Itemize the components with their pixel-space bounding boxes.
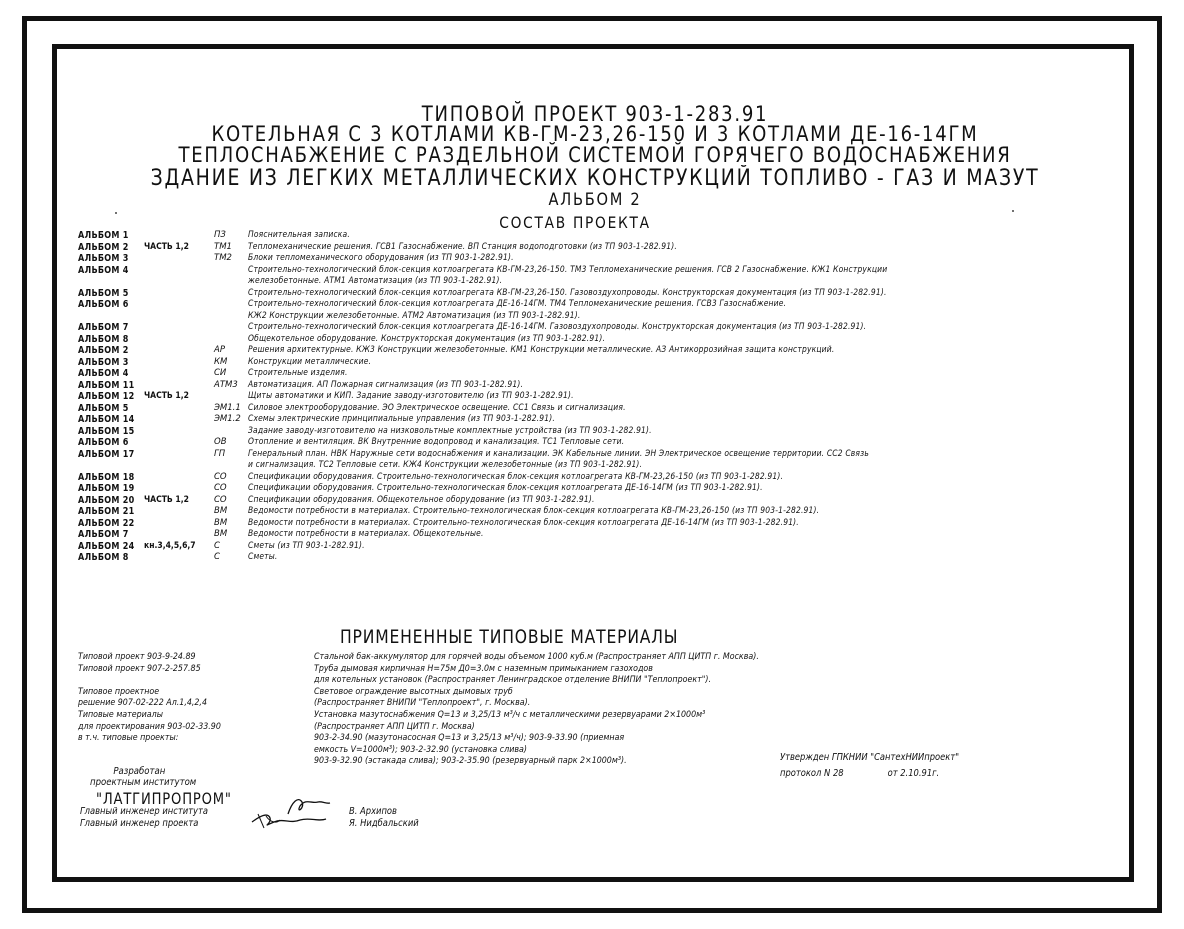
album-description: Решения архитектурные. КЖ3 Конструкции железобетонные. КМ1 Конструкции металлические. АЗ Антикоррозийная защита конструкций. <box>248 345 835 355</box>
project-title: ТИПОВОЙ ПРОЕКТ 903-1-283.91 <box>421 102 769 126</box>
section-code: АР <box>214 345 225 355</box>
album-number: АЛЬБОМ 3 <box>78 356 129 368</box>
album-description: КЖ2 Конструкции железобетонные. АТМ2 Автоматизация (из ТП 903-1-282.91). <box>248 310 581 321</box>
album-description: Спецификации оборудования. Строительно-технологическая блок-секция котлоагрегата КВ-ГМ-23,26-150 (из ТП 903-1-282.91). <box>248 471 784 482</box>
album-number: АЛЬБОМ 11 <box>78 379 135 391</box>
album-number: АЛЬБОМ 5 <box>78 402 129 414</box>
materials-right-column <box>314 652 759 768</box>
section-code: ТМ2 <box>214 253 232 263</box>
section-code: ВМ <box>214 529 228 539</box>
album-number: АЛЬБОМ 3 <box>78 253 129 264</box>
album-number: АЛЬБОМ 18 <box>78 471 135 483</box>
materials-title: ПРИМЕНЕННЫЕ ТИПОВЫЕ МАТЕРИАЛЫ <box>340 626 679 648</box>
album-part: ЧАСТЬ 1,2 <box>144 391 189 401</box>
section-code: ВМ <box>214 506 228 516</box>
album-row <box>78 552 1128 564</box>
material-line: Труба дымовая кирпичная Н=75м Д0=3.0м с наземным примыканием газоходов <box>314 663 653 674</box>
album-row <box>78 299 1128 311</box>
album-number: АЛЬБОМ 6 <box>78 299 129 310</box>
album-number: АЛЬБОМ 8 <box>78 552 129 563</box>
building-title: ЗДАНИЕ ИЗ ЛЕГКИХ МЕТАЛЛИЧЕСКИХ КОНСТРУКЦИЙ ТОПЛИВО - ГАЗ И МАЗУТ <box>150 166 1040 191</box>
album-row <box>78 288 1128 300</box>
approval-block <box>780 750 959 782</box>
chief-institute-label: Главный инженер института <box>80 806 208 817</box>
material-line: 903-2-34.90 (мазутонасосная Q=13 и 3,25/13 м³/ч); 903-9-33.90 (приемная <box>314 733 625 744</box>
approval-line: Утвержден ГПКНИИ "СантехНИИпроект" <box>780 752 960 763</box>
album-row <box>78 242 1128 254</box>
album-row <box>78 265 1128 277</box>
section-code: АТМ3 <box>214 379 238 390</box>
section-code: ВМ <box>214 517 228 528</box>
album-description: Пояснительная записка. <box>248 230 350 240</box>
album-row <box>78 230 1128 242</box>
material-line: емкость V=1000м³); 903-2-32.90 (установка слива) <box>314 744 527 755</box>
album-description: Спецификации оборудования. Общекотельное оборудование (из ТП 903-1-282.91). <box>248 494 595 505</box>
album-part: кн.3,4,5,6,7 <box>144 540 196 551</box>
album-row <box>78 276 1128 288</box>
material-line: Типовой проект 903-9-24.89 <box>78 652 196 662</box>
album-row <box>78 541 1128 553</box>
album-description: Схемы электрические принципиальные управления (из ТП 903-1-282.91). <box>248 414 555 424</box>
album-row <box>78 460 1128 472</box>
album-row <box>78 449 1128 461</box>
album-number: АЛЬБОМ 2 <box>78 345 129 356</box>
album-description: Силовое электрооборудование. ЭО Электрическое освещение. СС1 Связь и сигнализация. <box>248 402 626 413</box>
section-code: КМ <box>214 356 228 367</box>
material-line: Типовой проект 907-2-257.85 <box>78 663 201 674</box>
album-row <box>78 391 1128 403</box>
album-row <box>78 311 1128 323</box>
album-description: Сметы. <box>248 552 278 562</box>
album-row <box>78 483 1128 495</box>
material-line: Стальной бак-аккумулятор для горячей воды объемом 1000 куб.м (Распространяет АПП ЦИТП г. Москва). <box>314 652 759 662</box>
section-code: С <box>214 552 220 562</box>
album-description: Строительно-технологический блок-секция котлоагрегата ДЕ-16-14ГМ. Газовоздухопроводы. Конструкторская документация (из ТП 903-1-282.91). <box>248 322 867 332</box>
album-description: Строительные изделия. <box>248 368 348 378</box>
section-code: ТМ1 <box>214 241 232 252</box>
section-code: СО <box>214 494 227 505</box>
material-line: (Распространяет ВНИПИ "Теплопроект", г. Москва). <box>314 698 531 709</box>
album-description: Автоматизация. АП Пожарная сигнализация (из ТП 903-1-282.91). <box>248 379 524 390</box>
material-line: 903-9-32.90 (эстакада слива); 903-2-35.90 (резервуарный парк 2×1000м³). <box>314 756 627 767</box>
album-title: АЛЬБОМ 2 <box>548 190 642 210</box>
boiler-title: КОТЕЛЬНАЯ С 3 КОТЛАМИ КВ-ГМ-23,26-150 И 3 КОТЛАМИ ДЕ-16-14ГМ <box>211 122 979 146</box>
album-row <box>78 403 1128 415</box>
album-description: железобетонные. АТМ1 Автоматизация (из ТП 903-1-282.91). <box>248 276 503 286</box>
album-row <box>78 518 1128 530</box>
album-row <box>78 529 1128 541</box>
album-description: Строительно-технологический блок-секция котлоагрегата КВ-ГМ-23,26-150. Газовоздухопроводы. Конструкторская документация (из ТП 903-1-282.91). <box>248 287 887 298</box>
album-number: АЛЬБОМ 6 <box>78 437 129 448</box>
engineer-names <box>349 806 419 830</box>
album-number: АЛЬБОМ 5 <box>78 287 129 299</box>
album-row <box>78 495 1128 507</box>
album-row <box>78 368 1128 380</box>
signature-image <box>240 792 340 832</box>
material-line: решение 907-02-222 Ал.1,4,2,4 <box>78 698 207 709</box>
section-code: СИ <box>214 368 227 378</box>
album-row <box>78 506 1128 518</box>
album-row <box>78 253 1128 265</box>
album-number: АЛЬБОМ 1 <box>78 230 129 241</box>
developer-block <box>90 766 196 788</box>
album-row <box>78 437 1128 449</box>
album-description: Спецификации оборудования. Строительно-технологическая блок-секция котлоагрегата ДЕ-16-14ГМ (из ТП 903-1-282.91). <box>248 483 763 493</box>
section-code: ПЗ <box>214 230 226 240</box>
album-description: Конструкции металлические. <box>248 356 372 367</box>
album-description: Строительно-технологический блок-секция котлоагрегата ДЕ-16-14ГМ. ТМ4 Тепломеханические решения. ГСВ3 Газоснабжение. <box>248 299 787 309</box>
album-description: и сигнализация. ТС2 Тепловые сети. КЖ4 Конструкции железобетонные (из ТП 903-1-282.91). <box>248 460 643 470</box>
album-number: АЛЬБОМ 12 <box>78 391 135 402</box>
approval-date: от 2.10.91г. <box>887 768 940 779</box>
album-description: Блоки тепломеханического оборудования (из ТП 903-1-282.91). <box>248 253 514 263</box>
album-description: Ведомости потребности в материалах. Общекотельные. <box>248 529 484 539</box>
section-code: С <box>214 540 220 551</box>
material-line: в т.ч. типовые проекты: <box>78 733 179 744</box>
album-description: Задание заводу-изготовителю на низковольтные комплектные устройства (из ТП 903-1-282.91). <box>248 425 652 436</box>
album-description: Ведомости потребности в материалах. Строительно-технологическая блок-секция котлоагрегата ДЕ-16-14ГМ (из ТП 903-1-282.91). <box>248 517 799 528</box>
album-description: Тепломеханические решения. ГСВ1 Газоснабжение. ВП Станция водоподготовки (из ТП 903-1-282.91). <box>248 241 677 252</box>
section-code: СО <box>214 471 227 482</box>
album-number: АЛЬБОМ 17 <box>78 448 135 460</box>
album-description: Генеральный план. НВК Наружные сети водоснабжения и канализации. ЭК Кабельные линии. ЭН Электрическое освещение территории. СС2 Связь <box>248 448 869 459</box>
heat-supply-title: ТЕПЛОСНАБЖЕНИЕ С РАЗДЕЛЬНОЙ СИСТЕМОЙ ГОРЯЧЕГО ВОДОСНАБЖЕНИЯ <box>178 143 1012 167</box>
material-line: Установка мазутоснабжения Q=13 и 3,25/13 м³/ч с металлическими резервуарами 2×1000м³ <box>314 709 706 720</box>
material-line: Световое ограждение высотных дымовых труб <box>314 686 513 697</box>
album-number: АЛЬБОМ 7 <box>78 322 129 333</box>
material-line: для котельных установок (Распространяет Ленинградское отделение ВНИПИ "Теплопроект"). <box>314 675 711 686</box>
section-code: ЭМ1.2 <box>214 414 241 424</box>
album-number: АЛЬБОМ 22 <box>78 517 135 529</box>
album-number: АЛЬБОМ 24 <box>78 540 135 552</box>
album-description: Сметы (из ТП 903-1-282.91). <box>248 540 365 551</box>
album-part: ЧАСТЬ 1,2 <box>144 494 189 505</box>
album-row <box>78 345 1128 357</box>
developer-line1: Разработан <box>113 766 166 777</box>
album-part: ЧАСТЬ 1,2 <box>144 241 189 252</box>
album-row <box>78 380 1128 392</box>
album-description: Строительно-технологический блок-секция котлоагрегата КВ-ГМ-23,26-150. ТМ3 Тепломеханические решения. ГСВ 2 Газоснабжение. КЖ1 Конструкции <box>248 264 888 275</box>
chief-engineers <box>80 806 208 830</box>
materials-left-column <box>78 652 221 745</box>
section-code: ЭМ1.1 <box>214 402 241 413</box>
album-number: АЛЬБОМ 4 <box>78 368 129 379</box>
album-row <box>78 426 1128 438</box>
album-number: АЛЬБОМ 2 <box>78 241 129 253</box>
material-line: (Распространяет АПП ЦИТП г. Москва) <box>314 721 475 732</box>
protocol-number: протокол N 28 <box>780 768 844 779</box>
album-number: АЛЬБОМ 4 <box>78 264 129 276</box>
section-code: ОВ <box>214 437 227 447</box>
album-number: АЛЬБОМ 15 <box>78 425 135 437</box>
name-institute: В. Архипов <box>349 806 397 817</box>
name-project: Я. Нидбальский <box>349 818 419 829</box>
album-description: Щиты автоматики и КИП. Задание заводу-изготовителю (из ТП 903-1-282.91). <box>248 391 574 401</box>
album-row <box>78 414 1128 426</box>
material-line: Типовые материалы <box>78 709 163 720</box>
album-number: АЛЬБОМ 20 <box>78 494 135 506</box>
album-description: Ведомости потребности в материалах. Строительно-технологическая блок-секция котлоагрегата КВ-ГМ-23,26-150 (из ТП 903-1-282.91). <box>248 506 820 516</box>
album-row <box>78 322 1128 334</box>
organization-name: "ЛАТГИПРОПРОМ" <box>96 789 232 808</box>
composition-list <box>78 230 1128 564</box>
composition-title: СОСТАВ ПРОЕКТА <box>499 213 651 232</box>
album-number: АЛЬБОМ 14 <box>78 414 135 425</box>
album-number: АЛЬБОМ 8 <box>78 333 129 345</box>
section-code: ГП <box>214 448 226 459</box>
section-code: СО <box>214 483 227 493</box>
album-number: АЛЬБОМ 21 <box>78 506 135 517</box>
album-number: АЛЬБОМ 19 <box>78 483 135 494</box>
material-line <box>78 675 221 687</box>
material-line: Типовое проектное <box>78 686 160 697</box>
chief-project-label: Главный инженер проекта <box>80 818 199 829</box>
album-row <box>78 334 1128 346</box>
album-number: АЛЬБОМ 7 <box>78 529 129 540</box>
developer-line2: проектным институтом <box>90 777 197 788</box>
material-line: для проектирования 903-02-33.90 <box>78 721 221 732</box>
album-row <box>78 472 1128 484</box>
album-description: Общекотельное оборудование. Конструкторская документация (из ТП 903-1-282.91). <box>248 333 606 344</box>
album-description: Отопление и вентиляция. ВК Внутренние водопровод и канализация. ТС1 Тепловые сети. <box>248 437 625 447</box>
album-row <box>78 357 1128 369</box>
